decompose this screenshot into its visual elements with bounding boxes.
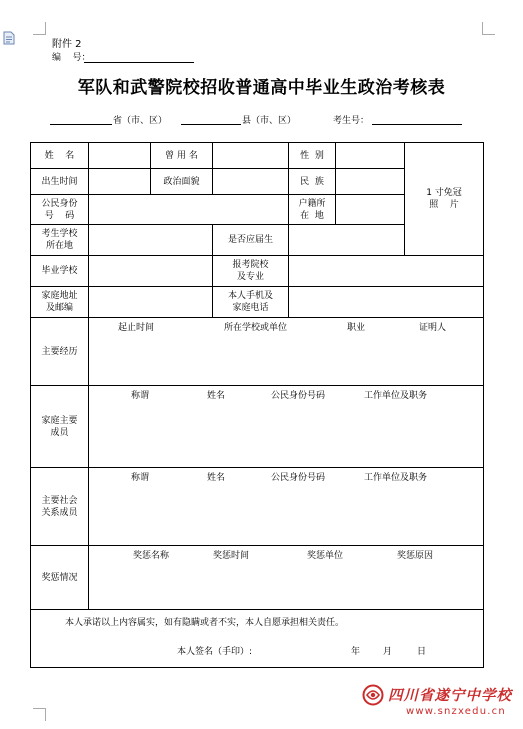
- name-label: 姓 名: [31, 143, 89, 169]
- experience-col-occupation: 职业: [347, 323, 366, 333]
- id-number-label-line2: 号 码: [44, 210, 75, 221]
- social-headers: [89, 472, 483, 484]
- social-col-id: 公民身份号码: [271, 473, 326, 483]
- pledge-section: [31, 610, 484, 668]
- family-label-line1: 家庭主要: [41, 415, 78, 426]
- pledge-text: 本人承诺以上内容属实，如有隐瞒或者不实，本人自愿承担相关责任。: [65, 618, 345, 628]
- family-col-id: 公民身份号码: [271, 391, 326, 401]
- awards-col-name: 奖惩名称: [133, 551, 170, 561]
- family-headers: [89, 390, 483, 402]
- home-address-label-line2: 及邮编: [45, 303, 73, 313]
- social-col-employer: 工作单位及职务: [364, 473, 428, 483]
- id-number-field[interactable]: [89, 195, 289, 225]
- birth-date-field[interactable]: [89, 169, 151, 195]
- awards-col-unit: 奖惩单位: [307, 551, 344, 561]
- id-number-label: [31, 195, 89, 225]
- document-icon: [2, 31, 16, 45]
- political-status-label: 政治面貌: [151, 169, 213, 195]
- exam-number-label: 考生号：: [333, 116, 370, 126]
- graduation-school-label: 毕业学校: [31, 256, 89, 287]
- school-name-text: 四川省遂宁中学校: [388, 687, 512, 704]
- province-field[interactable]: [50, 124, 112, 125]
- social-label: [31, 468, 89, 546]
- id-number-label-line1: 公民身份: [41, 198, 78, 209]
- gender-label: 性 别: [289, 143, 336, 169]
- experience-col-period: 起止时间: [118, 323, 155, 333]
- family-col-employer: 工作单位及职务: [364, 391, 428, 401]
- family-col-relation: 称谓: [131, 391, 150, 401]
- awards-field[interactable]: [89, 546, 484, 610]
- phone-label: [213, 287, 289, 318]
- applied-program-label-line1: 报考院校: [232, 260, 269, 270]
- experience-field[interactable]: [89, 318, 484, 386]
- province-label: 省（市、区）: [113, 116, 168, 126]
- family-label: [31, 386, 89, 468]
- experience-col-school: 所在学校或单位: [224, 323, 288, 333]
- phone-label-line2: 家庭电话: [232, 303, 269, 313]
- signature-label: 本人签名（手印）:: [177, 647, 253, 657]
- hukou-label-line2: 在 地: [300, 210, 324, 221]
- fresh-grad-label: 是否应届生: [213, 225, 289, 256]
- number-field[interactable]: [84, 62, 194, 63]
- photo-label-line2: 照 片: [429, 200, 459, 210]
- awards-col-reason: 奖惩原因: [397, 551, 434, 561]
- experience-label: 主要经历: [31, 318, 89, 386]
- awards-label: 奖惩情况: [31, 546, 89, 610]
- experience-headers: [89, 322, 483, 334]
- birth-date-label: 出生时间: [31, 169, 89, 195]
- home-address-field[interactable]: [89, 287, 213, 318]
- awards-col-date: 奖惩时间: [213, 551, 250, 561]
- phone-field[interactable]: [289, 287, 484, 318]
- family-col-name: 姓名: [207, 391, 226, 401]
- school-location-label: [31, 225, 89, 256]
- attachment-label: 附件 2: [52, 39, 82, 50]
- school-url-text: www.snzxedu.cn: [406, 706, 506, 717]
- applied-program-label: [213, 256, 289, 287]
- social-col-name: 姓名: [207, 473, 226, 483]
- name-field[interactable]: [89, 143, 151, 169]
- hukou-field[interactable]: [336, 195, 405, 225]
- school-location-field[interactable]: [89, 225, 213, 256]
- fresh-grad-field[interactable]: [289, 225, 405, 256]
- page-title: 军队和武警院校招收普通高中毕业生政治考核表: [77, 78, 446, 98]
- ethnicity-label: 民 族: [289, 169, 336, 195]
- applied-program-field[interactable]: [289, 256, 484, 287]
- experience-col-witness: 证明人: [419, 323, 447, 333]
- applied-program-label-line2: 及专业: [236, 272, 264, 282]
- awards-headers: [89, 550, 483, 562]
- school-watermark: [362, 683, 522, 725]
- signature-day: 日: [417, 647, 427, 657]
- crop-mark-top-right: [482, 22, 495, 35]
- home-address-label: [31, 287, 89, 318]
- crop-mark-top-left: [33, 22, 46, 35]
- number-label: 编 号：: [52, 53, 91, 63]
- family-label-line2: 成员: [50, 427, 69, 438]
- county-field[interactable]: [181, 124, 241, 125]
- home-address-label-line1: 家庭地址: [41, 291, 78, 301]
- hukou-label-line1: 户籍所: [298, 198, 326, 209]
- photo-label-line1: 1 寸免冠: [426, 188, 462, 198]
- social-col-relation: 称谓: [131, 473, 150, 483]
- school-location-label-line2: 所在地: [45, 241, 73, 251]
- exam-number-field[interactable]: [372, 124, 462, 125]
- phone-label-line1: 本人手机及: [227, 291, 273, 301]
- political-status-field[interactable]: [213, 169, 289, 195]
- hukou-label: [289, 195, 336, 225]
- social-label-line2: 关系成员: [41, 507, 78, 518]
- crop-mark-bottom-left: [33, 708, 46, 721]
- political-review-form: [30, 142, 484, 668]
- signature-month: 月: [383, 647, 393, 657]
- family-field[interactable]: [89, 386, 484, 468]
- school-location-label-line1: 考生学校: [41, 229, 78, 239]
- ethnicity-field[interactable]: [336, 169, 405, 195]
- gender-field[interactable]: [336, 143, 405, 169]
- graduation-school-field[interactable]: [89, 256, 213, 287]
- social-field[interactable]: [89, 468, 484, 546]
- signature-year: 年: [351, 647, 361, 657]
- former-name-label: 曾 用 名: [151, 143, 213, 169]
- school-logo-icon: [362, 684, 384, 706]
- photo-box[interactable]: [405, 143, 484, 256]
- county-label: 县（市、区）: [242, 116, 297, 126]
- social-label-line1: 主要社会: [41, 495, 78, 506]
- former-name-field[interactable]: [213, 143, 289, 169]
